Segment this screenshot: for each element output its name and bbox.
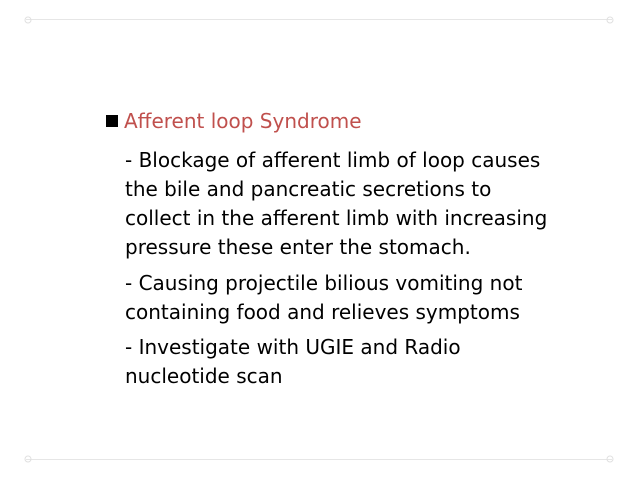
paragraph-line: pressure these enter the stomach. <box>125 235 471 259</box>
paragraph-blockage <box>125 146 626 262</box>
bullet-heading: Afferent loop Syndrome <box>124 109 362 133</box>
paragraph-line: containing food and relieves symptoms <box>125 300 520 324</box>
bullet-item <box>106 109 626 149</box>
slide-content <box>106 109 626 391</box>
paragraph-line: - Blockage of afferent limb of loop causes <box>125 148 541 172</box>
paragraph-line: - Causing projectile bilious vomiting not <box>125 271 523 295</box>
paragraph-line: - Investigate with UGIE and Radio <box>125 335 461 359</box>
paragraph-investigate <box>125 333 626 391</box>
corner-circle-bottom-left <box>25 456 31 462</box>
paragraph-vomiting <box>125 269 626 327</box>
paragraph-line: collect in the afferent limb with increasing <box>125 206 548 230</box>
paragraph-line: nucleotide scan <box>125 364 283 388</box>
paragraph-line: the bile and pancreatic secretions to <box>125 177 492 201</box>
square-bullet-icon <box>106 115 118 127</box>
corner-circle-top-left <box>25 17 31 23</box>
corner-circle-top-right <box>607 17 613 23</box>
corner-circle-bottom-right <box>607 456 613 462</box>
